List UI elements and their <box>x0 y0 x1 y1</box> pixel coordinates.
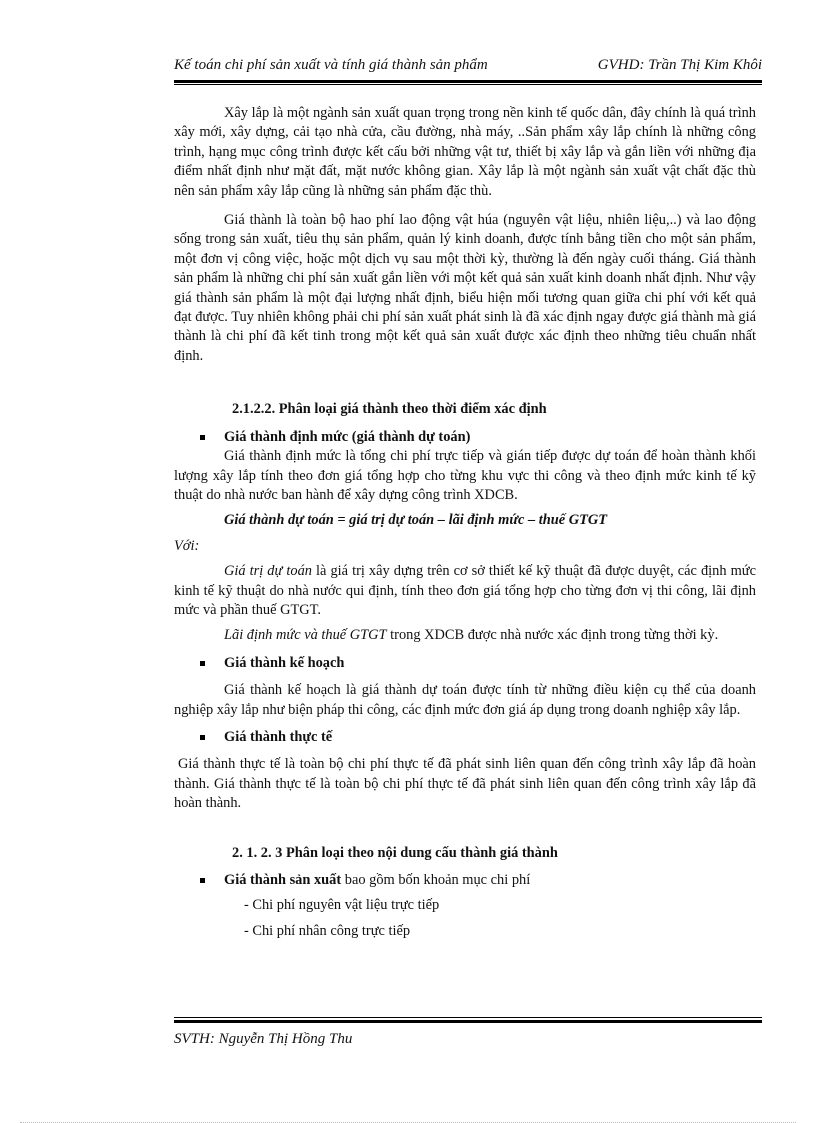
list-item-direct-materials: - Chi phí nguyên vật liệu trực tiếp <box>244 897 440 914</box>
bullet-label: Giá thành định mức (giá thành dự toán) <box>224 428 471 445</box>
bullet-label: Giá thành sản xuất <box>224 872 342 888</box>
with-label: Với: <box>174 537 200 554</box>
header-advisor: GVHD: Trần Thị Kim Khôi <box>597 57 762 73</box>
paragraph-cost-definition: Giá thành là toàn bộ hao phí lao động vật húa (nguyên vật liệu, nhiên liệu,..) và lao động sống trong sản xuất, tiêu thụ sản phẩm, quản lý kinh doanh, được tính bằng tiền cho một sản phẩm, một đơn vị công việc, hoặc một dịch vụ sau một thời kỳ, thường là đến ngày cuối tháng. Giá thành sản phẩm là những chi phí sản xuất gắn liền với một kết quả sản xuất kinh doanh nhất định. Như vậy giá thành sản phẩm là một đại lượng nhất định, biểu hiện mối tương quan giữa chi phí với kết quả đạt được. Tuy nhiên không phải chi phí sản xuất phát sinh là đã xác định ngay được giá thành mà giá thành là chi phí đã kết tinh trong một kết quả sản xuất được xác định theo những tiêu chuẩn nhất định. <box>174 212 756 364</box>
paragraph-estimate-value <box>174 562 756 620</box>
bullet-label: Giá thành kế hoạch <box>224 654 345 671</box>
cost-formula: Giá thành dự toán = giá trị dự toán – lãi định mức – thuế GTGT <box>224 512 608 529</box>
footer-rule <box>174 1017 762 1023</box>
bullet-description: bao gồm bốn khoản mục chi phí <box>341 872 531 888</box>
term-standard-profit: Lãi định mức và thuế GTGT <box>224 627 387 644</box>
paragraph-standard-cost: Giá thành định mức là tổng chi phí trực tiếp và gián tiếp được dự toán để hoàn thành khối lượng xây lắp tính theo đơn giá tổng hợp cho từng khu vực thi công và theo định mức kinh tế kỹ thuật do nhà nước ban hành để xây dựng công trình XDCB. <box>174 448 756 503</box>
paragraph-actual-cost: Giá thành thực tế là toàn bộ chi phí thực tế đã phát sinh liên quan đến công trình xây lắp đã hoàn thành. Giá thành thực tế là toàn bộ chi phí thực tế đã phát sinh liên quan đến công trình xây lắp đã hoàn thành. <box>174 756 756 812</box>
page-body <box>174 104 756 941</box>
header-rule <box>174 80 762 85</box>
bullet-planned-cost <box>174 654 756 673</box>
bullet-square-icon <box>200 735 205 740</box>
section-heading-2-1-2-2: 2.1.2.2. Phân loại giá thành theo thời điểm xác định <box>232 401 547 418</box>
paragraph-construction: Xây lắp là một ngành sản xuất quan trọng trong nền kinh tế quốc dân, đây chính là quá trình xây mới, xây dựng, cải tạo nhà cửa, cầu đường, nhà máy, ..Sản phẩm xây lắp chính là những công trình, hạng mục công trình được kết cấu bởi những vật tư, thiết bị xây lắp và gắn liền với những địa điểm nhất định như mặt đất, mặt nước không gian. Xây lắp là một ngành sản xuất vật chất đặc thù nên sản phẩm xây lắp cũng là những sản phẩm đặc thù. <box>174 105 756 199</box>
bullet-production-cost <box>174 871 756 890</box>
list-item-direct-labor: - Chi phí nhân công trực tiếp <box>244 922 411 939</box>
bullet-label: Giá thành thực tế <box>224 728 333 745</box>
header-title: Kế toán chi phí sản xuất và tính giá thành sản phẩm <box>174 57 488 73</box>
section-heading-2-1-2-3: 2. 1. 2. 3 Phân loại theo nội dung cấu thành giá thành <box>232 844 558 861</box>
term-estimate-value: Giá trị dự toán <box>224 563 312 580</box>
bullet-square-icon <box>200 878 205 883</box>
bullet-square-icon <box>200 661 205 666</box>
paragraph-standard-profit <box>174 626 756 645</box>
paragraph-planned-cost: Giá thành kế hoạch là giá thành dự toán được tính từ những điều kiện cụ thể của doanh nghiệp xây lắp như biện pháp thi công, các định mức đơn giá áp dụng trong doanh nghiệp xây lắp. <box>174 682 756 718</box>
bullet-actual-cost <box>174 728 756 747</box>
standard-profit-text: trong XDCB được nhà nước xác định trong từng thời kỳ. <box>386 627 719 644</box>
footer-student: SVTH: Nguyễn Thị Hồng Thu <box>174 1031 353 1047</box>
bullet-square-icon <box>200 435 205 440</box>
bullet-standard-cost <box>174 428 756 447</box>
estimate-value-text: là giá trị xây dựng trên cơ sở thiết kế kỹ thuật đã được duyệt, các định mức kinh tế kỹ thuật do nhà nước qui định, tính theo đơn giá tổng hợp cho từng đơn vị thi công, lãi định mức và phần thuế GTGT. <box>174 563 756 618</box>
